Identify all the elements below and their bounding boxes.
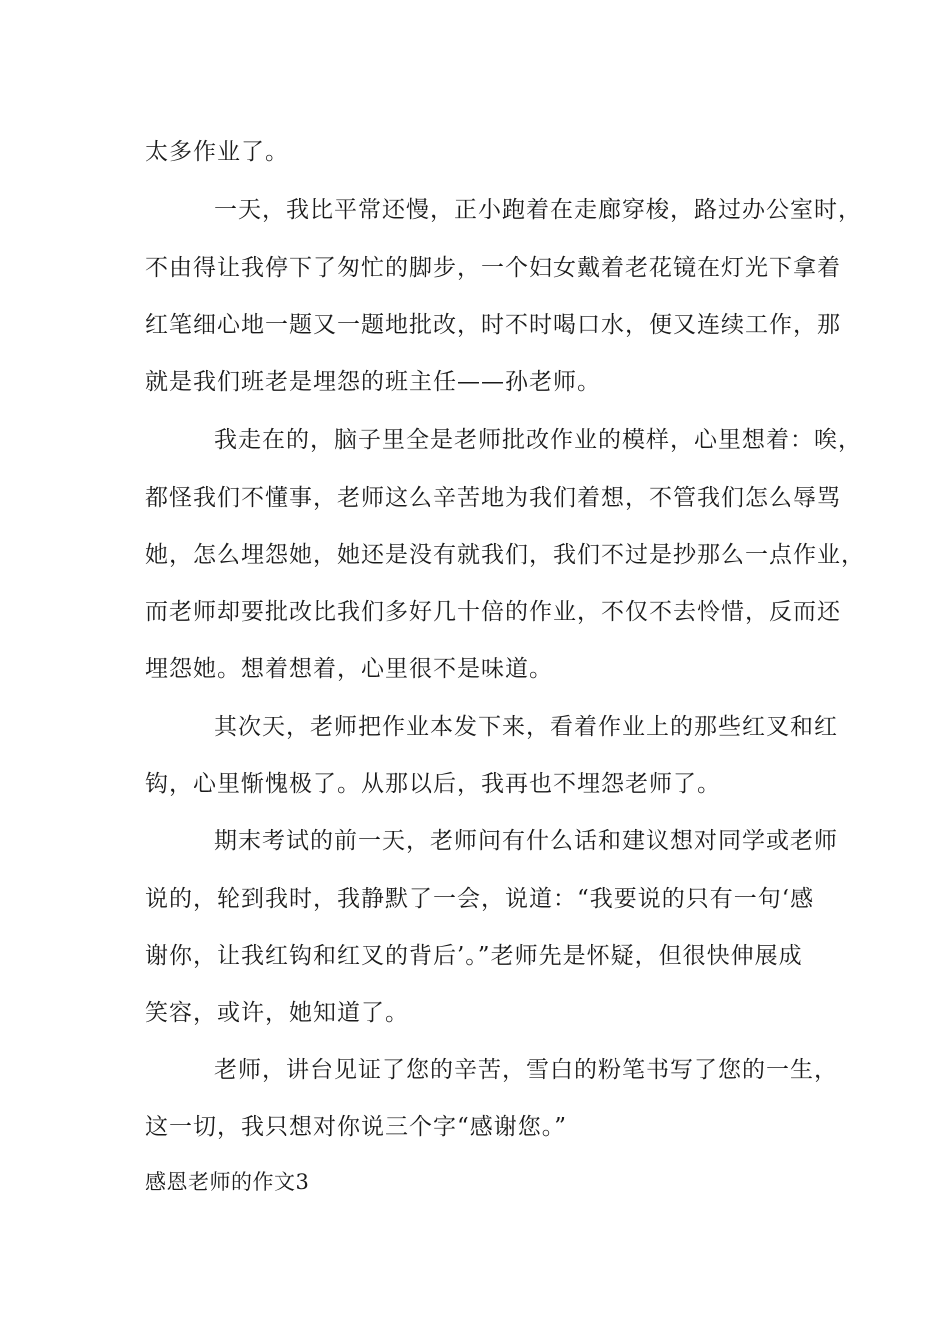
paragraph-first-line: 期末考试的前一天，老师问有什么话和建议想对同学或老师 — [214, 828, 838, 854]
text-line: 说的，轮到我时，我静默了一会，说道：“我要说的只有一句‘感 — [145, 886, 815, 912]
paragraph-first-line: 其次天，老师把作业本发下来，看着作业上的那些红叉和红 — [214, 714, 838, 740]
paragraph-first-line: 我走在的，脑子里全是老师批改作业的模样，心里想着：唉， — [214, 427, 862, 453]
section-title: 感恩老师的作文3 — [145, 1170, 310, 1194]
text-line: 不由得让我停下了匆忙的脚步，一个妇女戴着老花镜在灯光下拿着 — [145, 255, 841, 281]
text-line: 她，怎么埋怨她，她还是没有就我们，我们不过是抄那么一点作业， — [145, 542, 865, 568]
text-line: 太多作业了。 — [145, 139, 289, 165]
text-line: 这一切，我只想对你说三个字“感谢您。” — [145, 1114, 568, 1140]
text-line: 而老师却要批改比我们多好几十倍的作业，不仅不去怜惜，反而还 — [145, 599, 841, 625]
text-line: 笑容，或许，她知道了。 — [145, 1000, 409, 1026]
paragraph-first-line: 老师，讲台见证了您的辛苦，雪白的粉笔书写了您的一生， — [214, 1057, 838, 1083]
text-line: 钩，心里惭愧极了。从那以后，我再也不埋怨老师了。 — [145, 771, 721, 797]
paragraph-first-line: 一天，我比平常还慢，正小跑着在走廊穿梭，路过办公室时， — [214, 197, 862, 223]
text-line: 都怪我们不懂事，老师这么辛苦地为我们着想，不管我们怎么辱骂 — [145, 485, 841, 511]
text-line: 红笔细心地一题又一题地批改，时不时喝口水，便又连续工作，那 — [145, 312, 841, 338]
text-line: 谢你，让我红钩和红叉的背后’。”老师先是怀疑，但很快伸展成 — [145, 943, 803, 969]
text-line: 埋怨她。想着想着，心里很不是味道。 — [145, 656, 553, 682]
text-line: 就是我们班老是埋怨的班主任——孙老师。 — [145, 369, 601, 395]
